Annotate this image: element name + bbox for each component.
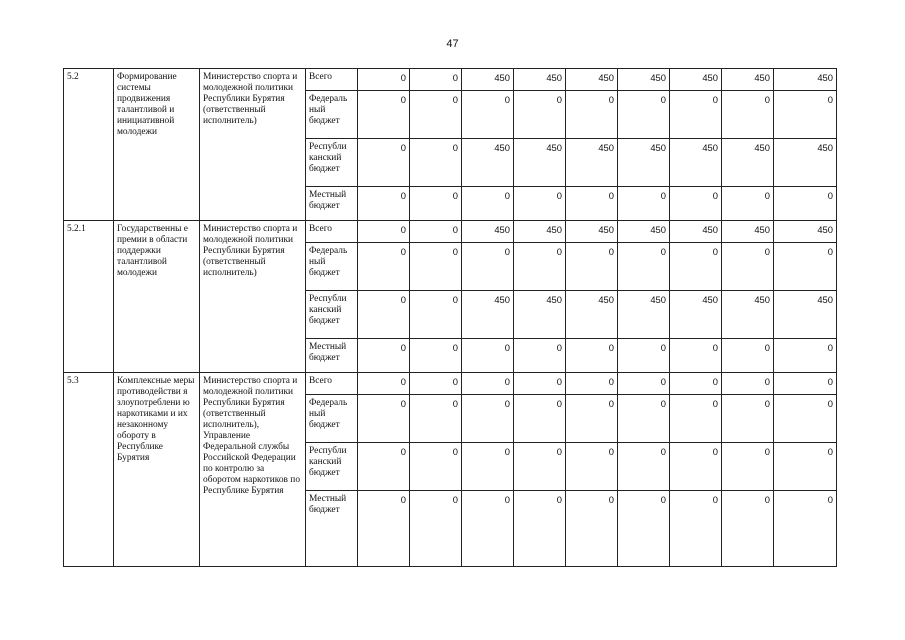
- value-cell: 0: [410, 373, 462, 395]
- value-cell: 0: [722, 339, 774, 373]
- funding-source: Местный бюджет: [306, 491, 358, 567]
- value-cell: 0: [618, 373, 670, 395]
- value-cell: 450: [618, 69, 670, 91]
- value-cell: 450: [670, 139, 722, 187]
- value-cell: 0: [410, 491, 462, 567]
- funding-source: Федераль ный бюджет: [306, 243, 358, 291]
- funding-source: Федераль ный бюджет: [306, 91, 358, 139]
- table-row: [64, 69, 837, 91]
- value-cell: 450: [722, 139, 774, 187]
- value-cell: 0: [722, 373, 774, 395]
- value-cell: 0: [618, 491, 670, 567]
- value-cell: 0: [358, 91, 410, 139]
- value-cell: 450: [566, 221, 618, 243]
- value-cell: 450: [618, 221, 670, 243]
- value-cell: 0: [462, 373, 514, 395]
- value-cell: 450: [618, 291, 670, 339]
- item-name: Комплексные меры противодействи я злоупотреблени ю наркотиками и их незаконному обороту в Республике Бурятия: [114, 373, 200, 567]
- value-cell: 0: [774, 91, 837, 139]
- value-cell: 450: [462, 291, 514, 339]
- item-code: 5.2: [64, 69, 114, 221]
- funding-source: Республи канский бюджет: [306, 443, 358, 491]
- value-cell: 0: [358, 491, 410, 567]
- value-cell: 0: [670, 243, 722, 291]
- value-cell: 0: [358, 69, 410, 91]
- value-cell: 0: [410, 339, 462, 373]
- value-cell: 450: [514, 69, 566, 91]
- item-code: 5.3: [64, 373, 114, 567]
- value-cell: 0: [566, 187, 618, 221]
- value-cell: 0: [514, 373, 566, 395]
- value-cell: 0: [618, 187, 670, 221]
- value-cell: 0: [774, 373, 837, 395]
- value-cell: 450: [670, 69, 722, 91]
- value-cell: 0: [410, 291, 462, 339]
- value-cell: 450: [722, 69, 774, 91]
- value-cell: 450: [670, 291, 722, 339]
- table-row: [64, 373, 837, 395]
- funding-source: Всего: [306, 373, 358, 395]
- item-name: Формирование системы продвижения талантливой и инициативной молодежи: [114, 69, 200, 221]
- value-cell: 0: [618, 243, 670, 291]
- item-code: 5.2.1: [64, 221, 114, 373]
- value-cell: 0: [358, 443, 410, 491]
- value-cell: 450: [462, 139, 514, 187]
- value-cell: 450: [618, 139, 670, 187]
- page-number: 47: [446, 38, 459, 50]
- funding-source: Всего: [306, 69, 358, 91]
- value-cell: 0: [722, 91, 774, 139]
- value-cell: 0: [410, 139, 462, 187]
- value-cell: 0: [722, 243, 774, 291]
- value-cell: 0: [358, 139, 410, 187]
- value-cell: 0: [618, 339, 670, 373]
- value-cell: 450: [462, 221, 514, 243]
- value-cell: 0: [462, 491, 514, 567]
- funding-source: Всего: [306, 221, 358, 243]
- value-cell: 0: [514, 395, 566, 443]
- value-cell: 450: [774, 291, 837, 339]
- value-cell: 450: [670, 221, 722, 243]
- value-cell: 450: [462, 69, 514, 91]
- value-cell: 450: [514, 221, 566, 243]
- value-cell: 0: [514, 339, 566, 373]
- value-cell: 450: [774, 221, 837, 243]
- value-cell: 0: [462, 395, 514, 443]
- value-cell: 0: [358, 395, 410, 443]
- funding-source: Республи канский бюджет: [306, 291, 358, 339]
- value-cell: 0: [566, 395, 618, 443]
- value-cell: 450: [514, 139, 566, 187]
- table-row: [64, 221, 837, 243]
- value-cell: 0: [514, 443, 566, 491]
- value-cell: 0: [566, 491, 618, 567]
- value-cell: 0: [722, 395, 774, 443]
- value-cell: 0: [462, 91, 514, 139]
- value-cell: 0: [410, 243, 462, 291]
- value-cell: 0: [774, 243, 837, 291]
- item-executor: Министерство спорта и молодежной политики Республики Бурятия (ответственный исполнитель), Управление Федеральной службы Российской Федерации по контролю за оборотом наркотиков по Республике Бурятия: [200, 373, 306, 567]
- value-cell: 0: [774, 443, 837, 491]
- item-executor: Министерство спорта и молодежной политики Республики Бурятия (ответственный исполнитель): [200, 221, 306, 373]
- value-cell: 0: [566, 339, 618, 373]
- value-cell: 0: [722, 187, 774, 221]
- funding-source: Местный бюджет: [306, 187, 358, 221]
- value-cell: 0: [722, 491, 774, 567]
- value-cell: 0: [774, 187, 837, 221]
- value-cell: 450: [514, 291, 566, 339]
- value-cell: 450: [774, 139, 837, 187]
- value-cell: 0: [410, 91, 462, 139]
- value-cell: 450: [722, 291, 774, 339]
- value-cell: 0: [514, 91, 566, 139]
- value-cell: 0: [410, 187, 462, 221]
- value-cell: 0: [566, 243, 618, 291]
- value-cell: 0: [670, 443, 722, 491]
- value-cell: 450: [774, 69, 837, 91]
- value-cell: 0: [774, 395, 837, 443]
- funding-source: Местный бюджет: [306, 339, 358, 373]
- value-cell: 0: [358, 243, 410, 291]
- value-cell: 0: [566, 443, 618, 491]
- value-cell: 0: [462, 339, 514, 373]
- value-cell: 450: [566, 69, 618, 91]
- value-cell: 0: [514, 243, 566, 291]
- value-cell: 0: [410, 221, 462, 243]
- value-cell: 0: [358, 187, 410, 221]
- value-cell: 0: [722, 443, 774, 491]
- value-cell: 0: [774, 491, 837, 567]
- value-cell: 0: [358, 373, 410, 395]
- value-cell: 0: [514, 491, 566, 567]
- value-cell: 0: [358, 291, 410, 339]
- value-cell: 0: [566, 373, 618, 395]
- value-cell: 0: [462, 443, 514, 491]
- value-cell: 450: [566, 291, 618, 339]
- value-cell: 0: [566, 91, 618, 139]
- value-cell: 0: [670, 373, 722, 395]
- value-cell: 0: [670, 91, 722, 139]
- item-executor: Министерство спорта и молодежной политики Республики Бурятия (ответственный исполнитель): [200, 69, 306, 221]
- value-cell: 0: [618, 443, 670, 491]
- value-cell: 0: [410, 395, 462, 443]
- value-cell: 0: [462, 243, 514, 291]
- value-cell: 0: [358, 339, 410, 373]
- budget-table: [63, 68, 837, 567]
- value-cell: 0: [514, 187, 566, 221]
- value-cell: 0: [410, 69, 462, 91]
- value-cell: 0: [774, 339, 837, 373]
- value-cell: 0: [670, 395, 722, 443]
- value-cell: 0: [670, 491, 722, 567]
- funding-source: Федераль ный бюджет: [306, 395, 358, 443]
- value-cell: 450: [566, 139, 618, 187]
- value-cell: 0: [670, 339, 722, 373]
- funding-source: Республи канский бюджет: [306, 139, 358, 187]
- value-cell: 450: [722, 221, 774, 243]
- value-cell: 0: [410, 443, 462, 491]
- value-cell: 0: [670, 187, 722, 221]
- value-cell: 0: [462, 187, 514, 221]
- value-cell: 0: [618, 395, 670, 443]
- value-cell: 0: [358, 221, 410, 243]
- value-cell: 0: [618, 91, 670, 139]
- item-name: Государственны е премии в области поддержки талантливой молодежи: [114, 221, 200, 373]
